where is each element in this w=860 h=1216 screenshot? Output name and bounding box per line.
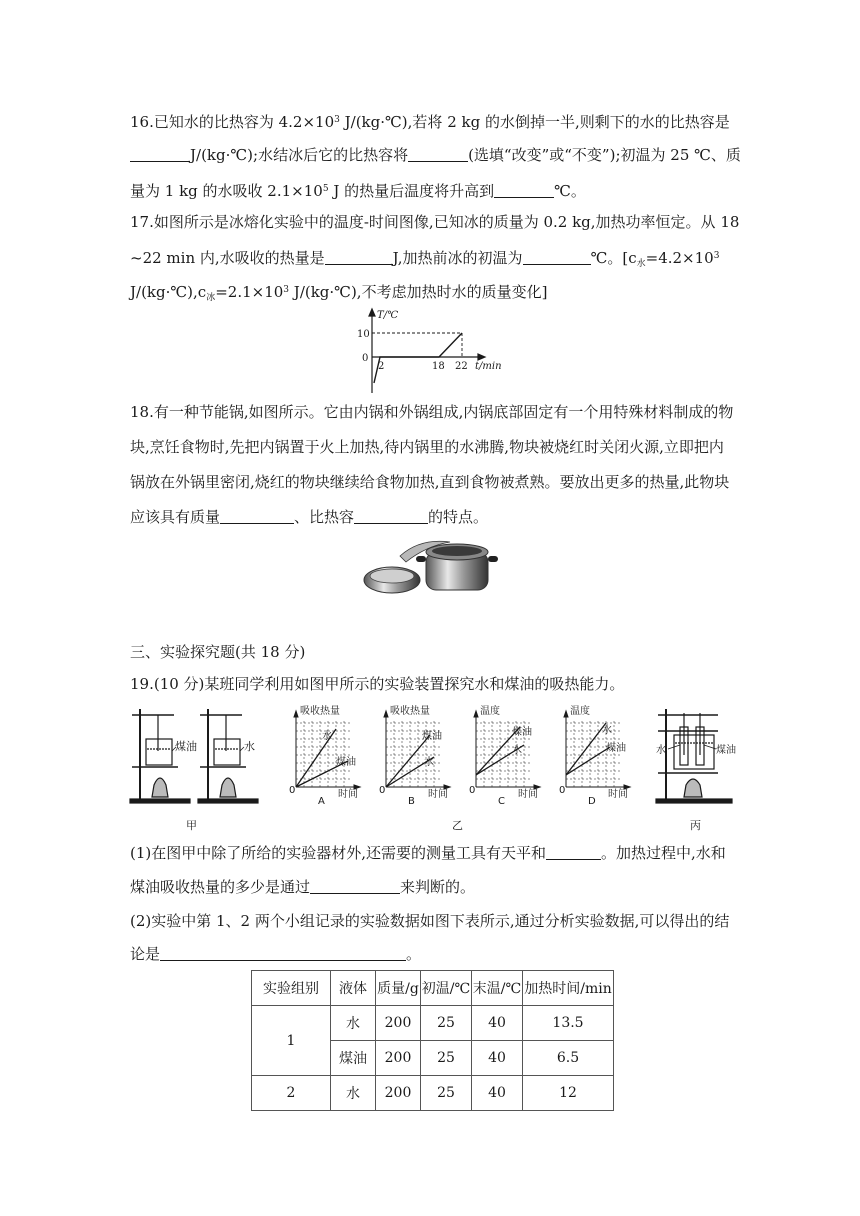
table-cell: 200: [376, 1006, 421, 1041]
svg-text:D: D: [588, 796, 596, 805]
svg-text:时间: 时间: [428, 789, 448, 800]
caption-bing: 丙: [690, 819, 701, 832]
alcohol-lamp: [152, 778, 168, 797]
section-3-title: 三、实验探究题(共 18 分): [130, 643, 306, 661]
svg-text:水: 水: [424, 757, 434, 768]
q18-line-3: 锅放在外锅里密闭,烧红的物块继续给食物加热,直到食物被煮熟。要放出更多的热量,此物块: [130, 473, 730, 491]
table-cell: 200: [376, 1076, 421, 1111]
q19-part2-line-1: (2)实验中第 1、2 两个小组记录的实验数据如图下表所示,通过分析实验数据,可以得出的结: [130, 912, 730, 930]
q16-line-3: 量为 1 kg 的水吸收 $2.1\times 10^5$ J 的热量后温度将升高到 ℃。: [130, 182, 586, 200]
x-tick-22: 22: [455, 361, 468, 372]
svg-text:0: 0: [559, 785, 566, 796]
x-tick-2: 2: [378, 361, 385, 372]
svg-text:煤油: 煤油: [606, 743, 626, 754]
figure-jia-apparatus: [128, 705, 268, 805]
table-cell: 25: [421, 1041, 472, 1076]
svg-text:C: C: [498, 796, 505, 805]
q19-part1-line-1: (1)在图甲中除了所给的实验器材外,还需要的测量工具有天平和 。加热过程中,水和: [130, 844, 726, 862]
table-cell: 水: [331, 1006, 376, 1041]
ice-melting-graph: [355, 305, 515, 397]
header-cell: 加热时间/min: [523, 971, 614, 1006]
q18-line-1: 18.有一种节能锅,如图所示。它由内锅和外锅组成,内锅底部固定有一个用特殊材料制成的物: [130, 403, 734, 421]
q18-line-4: 应该具有质量 、比热容 的特点。: [130, 508, 489, 526]
table-cell: 煤油: [331, 1041, 376, 1076]
answer-blank[interactable]: [220, 510, 294, 524]
answer-blank[interactable]: [546, 846, 601, 860]
header-cell: 末温/℃: [472, 971, 523, 1006]
table-cell: 12: [523, 1076, 614, 1111]
label-oil: 煤油: [175, 740, 197, 753]
svg-text:水: 水: [602, 725, 612, 736]
svg-text:水: 水: [322, 731, 332, 742]
alcohol-lamp: [684, 779, 702, 797]
svg-text:温度: 温度: [480, 706, 500, 717]
header-cell: 初温/℃: [421, 971, 472, 1006]
group-cell: 1: [252, 1006, 331, 1076]
svg-text:A: A: [318, 796, 325, 805]
caption-jia: 甲: [186, 819, 197, 832]
label-water: 水: [656, 745, 666, 756]
label-water: 水: [244, 740, 255, 753]
table-cell: 25: [421, 1006, 472, 1041]
header-cell: 实验组别: [252, 971, 331, 1006]
table-cell: 6.5: [523, 1041, 614, 1076]
beaker-oil: [146, 739, 172, 765]
y-axis-arrow: [369, 309, 375, 316]
graph-D: [559, 705, 630, 805]
graph-A: [289, 705, 360, 805]
graph-C: [469, 705, 540, 805]
origin-label: 0: [362, 353, 369, 364]
svg-text:时间: 时间: [608, 789, 628, 800]
q19-intro: 19.(10 分)某班同学利用如图甲所示的实验装置探究水和煤油的吸热能力。: [130, 675, 625, 693]
answer-blank[interactable]: [494, 184, 554, 198]
svg-text:0: 0: [289, 785, 296, 796]
energy-saving-pot-image: [360, 532, 500, 598]
q18-line-2: 块,烹饪食物时,先把内锅置于火上加热,待内锅里的水沸腾,物块被烧红时关闭火源,立即把内: [130, 438, 724, 456]
graph-B: [379, 705, 450, 805]
label-oil: 煤油: [716, 745, 736, 756]
q17-line-1: 17.如图所示是冰熔化实验中的温度-时间图像,已知冰的质量为 0.2 kg,加热功率恒定。从 18: [130, 213, 740, 231]
alcohol-lamp: [220, 778, 236, 797]
header-cell: 质量/g: [376, 971, 421, 1006]
svg-text:水: 水: [512, 745, 522, 756]
table-cell: 13.5: [523, 1006, 614, 1041]
answer-blank[interactable]: [325, 251, 393, 265]
svg-text:吸收热量: 吸收热量: [390, 706, 430, 717]
svg-text:0: 0: [469, 785, 476, 796]
answer-blank[interactable]: [408, 148, 468, 162]
q16-line-2: J/(kg·℃);水结冰后它的比热容将 (选填“改变”或“不变”);初温为 25 ℃、质: [130, 148, 730, 163]
answer-blank[interactable]: [160, 947, 406, 961]
answer-blank[interactable]: [523, 251, 591, 265]
svg-text:煤油: 煤油: [336, 757, 356, 768]
q19-part2-line-2: 论是 。: [130, 945, 422, 963]
svg-text:0: 0: [379, 785, 386, 796]
table-row: [252, 1076, 614, 1111]
q17-line-2: ~22 min 内,水吸收的热量是 J,加热前冰的初温为 ℃。[$c_水=4.2\times 10^3$: [130, 249, 720, 269]
experiment-data-table: [251, 970, 614, 1111]
svg-text:时间: 时间: [518, 789, 538, 800]
pot-handle-left: [416, 556, 426, 562]
x-axis-label: t/min: [475, 361, 502, 372]
svg-text:吸收热量: 吸收热量: [300, 706, 340, 717]
svg-text:时间: 时间: [338, 789, 358, 800]
x-axis-arrow: [478, 354, 485, 360]
header-cell: 液体: [331, 971, 376, 1006]
figure-bing-apparatus: [654, 705, 744, 805]
q19-part1-line-2: 煤油吸收热量的多少是通过 来判断的。: [130, 878, 476, 896]
table-row: [252, 1006, 614, 1041]
table-cell: 40: [472, 1076, 523, 1111]
q17-line-3: $J/(kg\cdot℃),c_冰=2.1\times 10^3$ J/(kg·℃),不考虑加热时水的质量变化]: [130, 283, 548, 303]
y-tick-10: 10: [357, 329, 370, 340]
y-axis-label: T/℃: [377, 310, 399, 321]
temperature-curve: [374, 333, 462, 383]
svg-text:温度: 温度: [570, 706, 590, 717]
beaker-water: [214, 739, 240, 765]
table-header-row: [252, 971, 614, 1006]
answer-blank[interactable]: [310, 880, 400, 894]
table-cell: 25: [421, 1076, 472, 1111]
svg-text:B: B: [408, 796, 415, 805]
table-cell: 40: [472, 1041, 523, 1076]
pot-handle-right: [488, 556, 498, 562]
q16-line-1: 16.已知水的比热容为 $4.2\times 10^3$ J/(kg·℃),若将 2 kg 的水倒掉一半,则剩下的水的比热容是: [130, 113, 730, 131]
svg-text:煤油: 煤油: [512, 727, 532, 738]
group-cell: 2: [252, 1076, 331, 1111]
answer-blank[interactable]: [130, 148, 190, 162]
table-cell: 水: [331, 1076, 376, 1111]
x-tick-18: 18: [432, 361, 445, 372]
answer-blank[interactable]: [354, 510, 428, 524]
table-cell: 200: [376, 1041, 421, 1076]
figure-yi-graphs: [286, 705, 646, 805]
caption-yi: 乙: [452, 819, 463, 832]
table-cell: 40: [472, 1006, 523, 1041]
svg-text:煤油: 煤油: [422, 731, 442, 742]
